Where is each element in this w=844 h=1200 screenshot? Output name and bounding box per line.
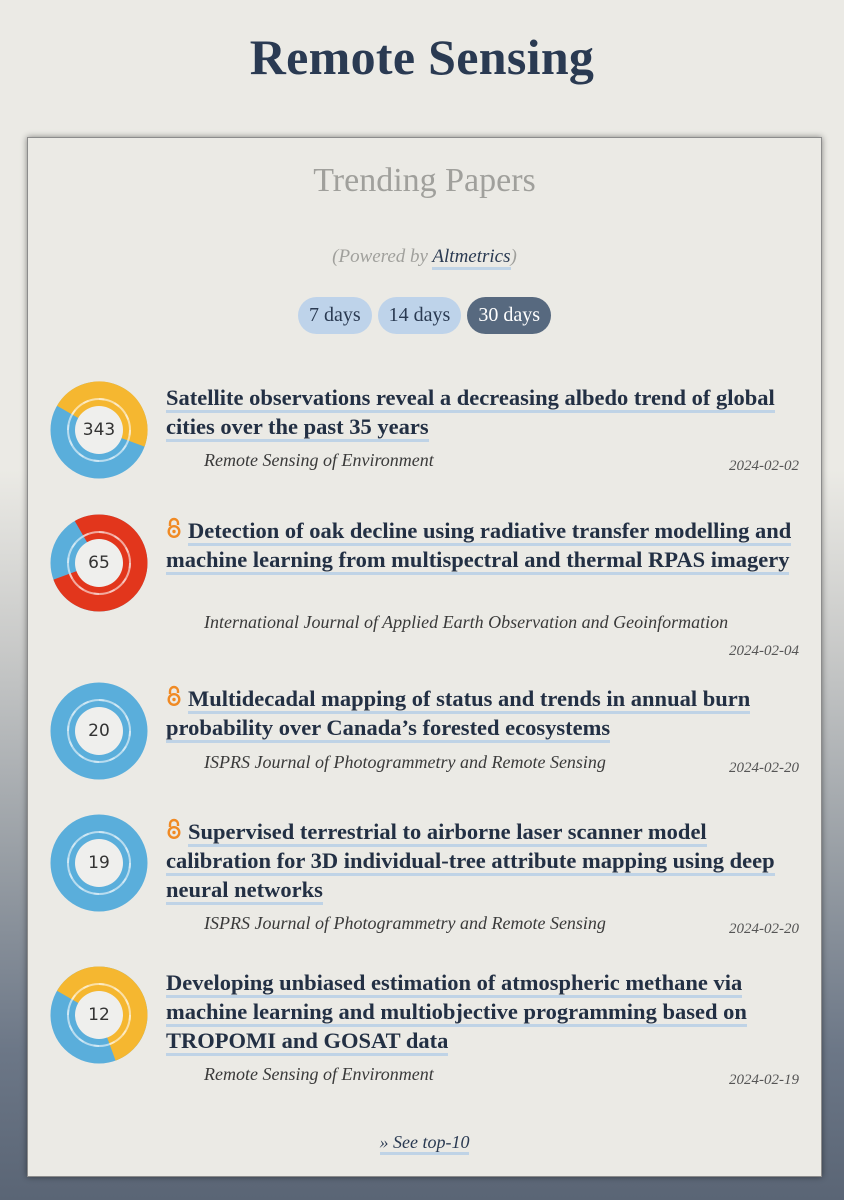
paper-date: 2024-02-02 (729, 458, 799, 474)
altmetric-score: 343 (82, 420, 116, 440)
paper-journal: ISPRS Journal of Photogrammetry and Remote Sensing (204, 752, 606, 772)
open-access-icon (166, 818, 182, 840)
altmetric-badge[interactable] (50, 381, 148, 479)
page-title: Remote Sensing (249, 29, 595, 85)
altmetric-score: 20 (88, 721, 110, 741)
paper-date: 2024-02-19 (729, 1072, 799, 1088)
open-access-icon (166, 685, 182, 707)
paper-title-link[interactable] (166, 684, 796, 742)
paper-journal: Remote Sensing of Environment (204, 450, 434, 470)
card-title: Trending Papers (313, 162, 536, 199)
paper-title-text[interactable]: Supervised terrestrial to airborne laser scanner model calibration for 3D individual-tree attribute mapping using deep neural networks (166, 819, 775, 905)
see-top-10 (28, 1132, 821, 1153)
altmetric-score: 19 (88, 853, 110, 873)
paper-date: 2024-02-20 (729, 921, 799, 937)
open-access-icon (166, 517, 182, 539)
see-top-10-link[interactable]: » See top-10 (380, 1132, 470, 1155)
paper-journal: ISPRS Journal of Photogrammetry and Remote Sensing (204, 913, 606, 933)
tab-14-days[interactable]: 14 days (378, 297, 462, 334)
powered-by-suffix: ) (510, 246, 517, 267)
tab-7-days[interactable]: 7 days (298, 297, 372, 334)
paper-title-text[interactable]: Satellite observations reveal a decreasing albedo trend of global cities over the past 35 years (166, 385, 775, 442)
altmetric-badge[interactable] (50, 682, 148, 780)
paper-title-text[interactable]: Developing unbiased estimation of atmospheric methane via machine learning and multiobjective programming based on TROPOMI and GOSAT data (166, 970, 747, 1056)
powered-by (28, 246, 821, 268)
powered-by-prefix: (Powered by (332, 246, 433, 267)
paper-title-text[interactable]: Detection of oak decline using radiative transfer modelling and machine learning from multispectral and thermal RPAS imagery (166, 518, 791, 575)
trending-papers-card (27, 137, 822, 1177)
paper-journal: Remote Sensing of Environment (204, 1064, 434, 1084)
altmetric-badge[interactable] (50, 966, 148, 1064)
paper-title-link[interactable] (166, 383, 796, 441)
paper-title-link[interactable] (166, 817, 796, 904)
paper-title-link[interactable] (166, 516, 796, 574)
altmetrics-link[interactable]: Altmetrics (432, 246, 510, 270)
altmetric-score: 65 (88, 553, 110, 573)
paper-date: 2024-02-20 (729, 760, 799, 776)
period-tabs (28, 297, 821, 334)
tab-30-days[interactable]: 30 days (467, 297, 551, 334)
paper-date: 2024-02-04 (729, 643, 799, 659)
paper-title-text[interactable]: Multidecadal mapping of status and trends in annual burn probability over Canada’s forested ecosystems (166, 686, 750, 743)
altmetric-score: 12 (88, 1005, 110, 1025)
altmetric-badge[interactable] (50, 514, 148, 612)
paper-title-link[interactable] (166, 968, 796, 1055)
paper-journal: International Journal of Applied Earth Observation and Geoinformation (204, 612, 729, 632)
altmetric-badge[interactable] (50, 814, 148, 912)
